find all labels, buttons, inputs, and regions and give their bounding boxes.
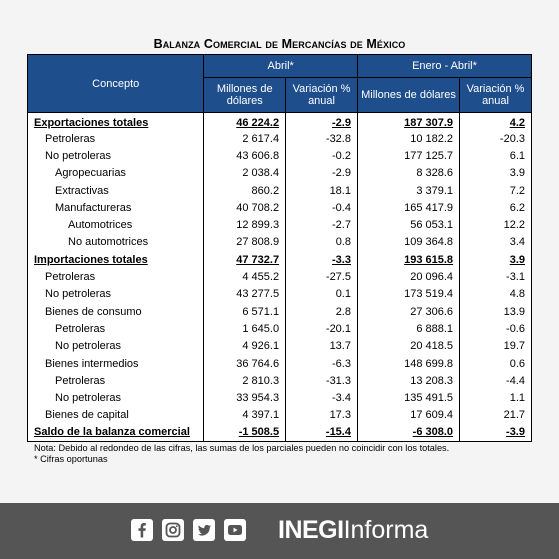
row-label-text: Bienes de capital bbox=[45, 409, 129, 422]
row-label-text: Petroleras bbox=[55, 322, 106, 335]
row-label bbox=[28, 234, 204, 251]
row-label-text: No petroleras bbox=[55, 340, 122, 353]
row-label-text: No petroleras bbox=[45, 149, 112, 162]
april-variation-cell bbox=[286, 199, 358, 216]
april-millions-cell-text: 1 645.0 bbox=[242, 322, 280, 335]
april-millions-cell bbox=[204, 268, 286, 285]
jan-april-millions-cell bbox=[357, 199, 459, 216]
jan-april-millions-cell-text: 56 053.1 bbox=[410, 219, 454, 232]
april-millions-cell-text: 6 571.1 bbox=[242, 305, 280, 318]
jan-april-variation-cell-text: 3.4 bbox=[509, 236, 525, 249]
row-label-text: Agropecuarias bbox=[55, 167, 126, 180]
jan-april-millions-cell bbox=[357, 303, 459, 320]
instagram-icon[interactable] bbox=[162, 519, 184, 541]
april-variation-cell-text: 0.1 bbox=[335, 288, 351, 301]
footer-bar bbox=[0, 503, 559, 559]
april-millions-cell bbox=[204, 216, 286, 233]
table-body bbox=[28, 113, 532, 442]
jan-april-millions-cell bbox=[357, 286, 459, 303]
row-label bbox=[28, 286, 204, 303]
row-label-text: Importaciones totales bbox=[34, 253, 148, 266]
april-variation-cell bbox=[286, 286, 358, 303]
row-label-text: No automotrices bbox=[68, 236, 149, 249]
april-variation-cell-text: -3.3 bbox=[332, 253, 351, 266]
jan-april-variation-cell bbox=[460, 338, 532, 355]
row-label-text: Bienes intermedios bbox=[45, 357, 139, 370]
twitter-icon[interactable] bbox=[193, 519, 215, 541]
april-millions-cell-text: 2 038.4 bbox=[242, 167, 280, 180]
youtube-icon[interactable] bbox=[224, 519, 246, 541]
jan-april-variation-cell-text: 0.6 bbox=[509, 357, 525, 370]
jan-april-millions-cell bbox=[357, 147, 459, 164]
jan-april-millions-cell-text: 193 615.8 bbox=[404, 253, 454, 266]
april-variation-cell-text: 18.1 bbox=[329, 184, 351, 197]
jan-april-millions-cell-text: 135 491.5 bbox=[404, 392, 454, 405]
april-millions-cell-text: 2 617.4 bbox=[242, 132, 280, 145]
april-millions-cell bbox=[204, 355, 286, 372]
april-millions-cell bbox=[204, 199, 286, 216]
jan-april-millions-cell-text: 177 125.7 bbox=[404, 149, 454, 162]
row-label-text: Saldo de la balanza comercial bbox=[34, 426, 190, 439]
row-label-text: No petroleras bbox=[55, 392, 122, 405]
row-label bbox=[28, 355, 204, 372]
row-label-text: Automotrices bbox=[68, 219, 133, 232]
trade-balance-table bbox=[27, 54, 532, 442]
april-variation-cell-text: -15.4 bbox=[325, 426, 351, 439]
april-variation-cell bbox=[286, 320, 358, 337]
april-millions-cell-text: 33 954.3 bbox=[236, 392, 280, 405]
april-variation-cell-text: -2.7 bbox=[332, 219, 351, 232]
row-label bbox=[28, 303, 204, 320]
table-row bbox=[28, 199, 532, 216]
jan-april-millions-cell bbox=[357, 165, 459, 182]
row-label-text: No petroleras bbox=[45, 288, 112, 301]
jan-april-variation-cell bbox=[460, 320, 532, 337]
jan-april-millions-cell-text: 8 328.6 bbox=[416, 167, 454, 180]
jan-april-millions-cell-text: 17 609.4 bbox=[410, 409, 454, 422]
header-variacion-1: Variación % anual bbox=[286, 78, 358, 113]
jan-april-millions-cell bbox=[357, 407, 459, 424]
jan-april-variation-cell bbox=[460, 372, 532, 389]
april-millions-cell bbox=[204, 338, 286, 355]
april-variation-cell bbox=[286, 216, 358, 233]
april-variation-cell bbox=[286, 182, 358, 199]
jan-april-millions-cell bbox=[357, 182, 459, 199]
jan-april-variation-cell bbox=[460, 130, 532, 147]
header-millones-1: Millones de dólares bbox=[204, 78, 286, 113]
table-row bbox=[28, 182, 532, 199]
row-label bbox=[28, 147, 204, 164]
row-label bbox=[28, 113, 204, 131]
april-variation-cell bbox=[286, 424, 358, 441]
april-millions-cell bbox=[204, 147, 286, 164]
row-label bbox=[28, 216, 204, 233]
jan-april-millions-cell bbox=[357, 251, 459, 268]
jan-april-variation-cell-text: -20.3 bbox=[499, 132, 525, 145]
jan-april-variation-cell-text: 6.1 bbox=[509, 149, 525, 162]
jan-april-variation-cell-text: 4.2 bbox=[509, 117, 525, 129]
jan-april-variation-cell-text: 4.8 bbox=[509, 288, 525, 301]
jan-april-variation-cell bbox=[460, 165, 532, 182]
april-variation-cell-text: -6.3 bbox=[332, 357, 351, 370]
april-variation-cell-text: -3.4 bbox=[332, 392, 351, 405]
jan-april-variation-cell bbox=[460, 234, 532, 251]
social-icons bbox=[131, 519, 246, 541]
table-title-text: Balanza Comercial de Mercancías de México bbox=[153, 37, 406, 51]
april-variation-cell-text: -32.8 bbox=[325, 132, 351, 145]
row-label bbox=[28, 372, 204, 389]
april-variation-cell bbox=[286, 268, 358, 285]
jan-april-millions-cell bbox=[357, 268, 459, 285]
april-variation-cell-text: -0.4 bbox=[332, 201, 351, 214]
april-millions-cell bbox=[204, 286, 286, 303]
april-variation-cell bbox=[286, 303, 358, 320]
april-millions-cell-text: 36 764.6 bbox=[236, 357, 280, 370]
table-row bbox=[28, 113, 532, 131]
row-label bbox=[28, 338, 204, 355]
april-millions-cell-text: 4 397.1 bbox=[242, 409, 280, 422]
table-row bbox=[28, 130, 532, 147]
jan-april-variation-cell bbox=[460, 251, 532, 268]
april-variation-cell bbox=[286, 407, 358, 424]
jan-april-variation-cell bbox=[460, 182, 532, 199]
table-row bbox=[28, 216, 532, 233]
jan-april-variation-cell-text: 19.7 bbox=[503, 340, 525, 353]
jan-april-variation-cell-text: -0.6 bbox=[506, 322, 525, 335]
table-row bbox=[28, 286, 532, 303]
jan-april-variation-cell-text: -4.4 bbox=[506, 374, 525, 387]
jan-april-millions-cell-text: 165 417.9 bbox=[404, 201, 454, 214]
jan-april-variation-cell bbox=[460, 199, 532, 216]
row-label-text: Manufactureras bbox=[55, 201, 132, 214]
row-label bbox=[28, 130, 204, 147]
table-row bbox=[28, 389, 532, 406]
jan-april-millions-cell-text: 6 888.1 bbox=[416, 322, 454, 335]
april-variation-cell bbox=[286, 372, 358, 389]
jan-april-variation-cell bbox=[460, 286, 532, 303]
jan-april-variation-cell bbox=[460, 113, 532, 131]
jan-april-millions-cell bbox=[357, 355, 459, 372]
april-millions-cell bbox=[204, 389, 286, 406]
jan-april-millions-cell-text: 20 096.4 bbox=[410, 271, 454, 284]
jan-april-millions-cell-text: 148 699.8 bbox=[404, 357, 454, 370]
jan-april-millions-cell-text: 109 364.8 bbox=[404, 236, 454, 249]
jan-april-variation-cell bbox=[460, 424, 532, 441]
april-variation-cell-text: -27.5 bbox=[325, 271, 351, 284]
april-millions-cell-text: 12 899.3 bbox=[236, 219, 280, 232]
row-label-text: Bienes de consumo bbox=[45, 305, 142, 318]
row-label-text: Petroleras bbox=[45, 271, 96, 284]
jan-april-variation-cell-text: 3.9 bbox=[509, 167, 525, 180]
jan-april-millions-cell-text: -6 308.0 bbox=[412, 426, 454, 439]
rounding-note: Nota: Debido al redondeo de las cifras, las sumas de los parciales pueden no coincidir con los totales. bbox=[34, 443, 450, 453]
april-millions-cell bbox=[204, 407, 286, 424]
header-period-april: Abril* bbox=[204, 55, 358, 78]
april-variation-cell bbox=[286, 147, 358, 164]
jan-april-millions-cell-text: 3 379.1 bbox=[416, 184, 454, 197]
april-variation-cell-text: -0.2 bbox=[332, 149, 351, 162]
jan-april-millions-cell bbox=[357, 234, 459, 251]
jan-april-millions-cell bbox=[357, 113, 459, 131]
jan-april-millions-cell-text: 13 208.3 bbox=[410, 374, 454, 387]
row-label bbox=[28, 251, 204, 268]
inegi-informa-logo[interactable] bbox=[278, 515, 428, 545]
jan-april-variation-cell-text: 6.2 bbox=[509, 201, 525, 214]
april-variation-cell-text: 17.3 bbox=[329, 409, 351, 422]
table-row bbox=[28, 355, 532, 372]
april-millions-cell-text: 40 708.2 bbox=[236, 201, 280, 214]
april-variation-cell bbox=[286, 251, 358, 268]
table-row bbox=[28, 303, 532, 320]
jan-april-variation-cell bbox=[460, 216, 532, 233]
april-variation-cell bbox=[286, 389, 358, 406]
april-variation-cell-text: -2.9 bbox=[332, 117, 351, 129]
table-row bbox=[28, 234, 532, 251]
april-millions-cell bbox=[204, 424, 286, 441]
jan-april-variation-cell bbox=[460, 407, 532, 424]
row-label bbox=[28, 182, 204, 199]
april-millions-cell-text: 860.2 bbox=[251, 184, 280, 197]
jan-april-variation-cell bbox=[460, 147, 532, 164]
jan-april-variation-cell bbox=[460, 268, 532, 285]
facebook-icon[interactable] bbox=[131, 519, 153, 541]
jan-april-variation-cell-text: 21.7 bbox=[503, 409, 525, 422]
row-label-text: Petroleras bbox=[45, 132, 96, 145]
row-label bbox=[28, 165, 204, 182]
april-millions-cell-text: 43 606.8 bbox=[236, 149, 280, 162]
april-millions-cell bbox=[204, 113, 286, 131]
april-variation-cell-text: 0.8 bbox=[335, 236, 351, 249]
jan-april-millions-cell bbox=[357, 130, 459, 147]
april-variation-cell bbox=[286, 165, 358, 182]
jan-april-millions-cell-text: 20 418.5 bbox=[410, 340, 454, 353]
table-row bbox=[28, 320, 532, 337]
jan-april-variation-cell bbox=[460, 303, 532, 320]
row-label-text: Extractivas bbox=[55, 184, 109, 197]
jan-april-variation-cell bbox=[460, 355, 532, 372]
jan-april-millions-cell bbox=[357, 424, 459, 441]
april-millions-cell bbox=[204, 251, 286, 268]
april-millions-cell bbox=[204, 372, 286, 389]
april-millions-cell-text: 4 455.2 bbox=[242, 271, 280, 284]
april-variation-cell-text: 13.7 bbox=[329, 340, 351, 353]
jan-april-millions-cell bbox=[357, 338, 459, 355]
april-variation-cell bbox=[286, 234, 358, 251]
april-variation-cell-text: 2.8 bbox=[335, 305, 351, 318]
row-label bbox=[28, 389, 204, 406]
april-millions-cell bbox=[204, 130, 286, 147]
april-variation-cell-text: -2.9 bbox=[332, 167, 351, 180]
table-row bbox=[28, 268, 532, 285]
jan-april-millions-cell bbox=[357, 389, 459, 406]
jan-april-millions-cell bbox=[357, 372, 459, 389]
row-label bbox=[28, 407, 204, 424]
jan-april-millions-cell-text: 173 519.4 bbox=[404, 288, 454, 301]
jan-april-variation-cell-text: -3.9 bbox=[506, 426, 525, 439]
april-variation-cell bbox=[286, 130, 358, 147]
brand-informa: Informa bbox=[343, 516, 429, 544]
april-millions-cell bbox=[204, 182, 286, 199]
table-row bbox=[28, 407, 532, 424]
april-millions-cell-text: 47 732.7 bbox=[236, 253, 280, 266]
jan-april-variation-cell-text: 3.9 bbox=[509, 253, 525, 266]
april-millions-cell-text: 46 224.2 bbox=[236, 117, 280, 129]
jan-april-millions-cell-text: 10 182.2 bbox=[410, 132, 454, 145]
header-period-jan-april: Enero - Abril* bbox=[357, 55, 531, 78]
row-label bbox=[28, 268, 204, 285]
row-label bbox=[28, 320, 204, 337]
jan-april-variation-cell-text: 12.2 bbox=[503, 219, 525, 232]
april-millions-cell-text: 2 810.3 bbox=[242, 374, 280, 387]
brand-inegi: INEGI bbox=[278, 516, 344, 544]
april-millions-cell-text: -1 508.5 bbox=[238, 426, 280, 439]
table-title bbox=[0, 37, 559, 51]
header-millones-2: Millones de dólares bbox=[357, 78, 459, 113]
april-millions-cell bbox=[204, 303, 286, 320]
jan-april-variation-cell bbox=[460, 389, 532, 406]
april-millions-cell-text: 4 926.1 bbox=[242, 340, 280, 353]
table-row bbox=[28, 372, 532, 389]
april-variation-cell-text: -20.1 bbox=[325, 322, 351, 335]
jan-april-variation-cell-text: 13.9 bbox=[503, 305, 525, 318]
april-millions-cell bbox=[204, 320, 286, 337]
header-concepto: Concepto bbox=[28, 55, 204, 113]
jan-april-millions-cell bbox=[357, 216, 459, 233]
april-millions-cell bbox=[204, 234, 286, 251]
april-millions-cell bbox=[204, 165, 286, 182]
table-row bbox=[28, 251, 532, 268]
table-row bbox=[28, 338, 532, 355]
jan-april-variation-cell-text: 1.1 bbox=[509, 392, 525, 405]
row-label bbox=[28, 199, 204, 216]
table-row bbox=[28, 147, 532, 164]
row-label-text: Exportaciones totales bbox=[34, 117, 149, 129]
jan-april-millions-cell bbox=[357, 320, 459, 337]
april-variation-cell bbox=[286, 338, 358, 355]
jan-april-variation-cell-text: 7.2 bbox=[509, 184, 525, 197]
jan-april-millions-cell-text: 27 306.6 bbox=[410, 305, 454, 318]
april-variation-cell bbox=[286, 355, 358, 372]
row-label bbox=[28, 424, 204, 441]
april-variation-cell bbox=[286, 113, 358, 131]
row-label-text: Petroleras bbox=[55, 374, 106, 387]
jan-april-variation-cell-text: -3.1 bbox=[506, 271, 525, 284]
april-variation-cell-text: -31.3 bbox=[325, 374, 351, 387]
april-millions-cell-text: 43 277.5 bbox=[236, 288, 280, 301]
table-row bbox=[28, 424, 532, 441]
april-millions-cell-text: 27 808.9 bbox=[236, 236, 280, 249]
preliminary-note: * Cifras oportunas bbox=[34, 454, 108, 464]
header-variacion-2: Variación % anual bbox=[460, 78, 532, 113]
table-row bbox=[28, 165, 532, 182]
jan-april-millions-cell-text: 187 307.9 bbox=[404, 117, 454, 129]
